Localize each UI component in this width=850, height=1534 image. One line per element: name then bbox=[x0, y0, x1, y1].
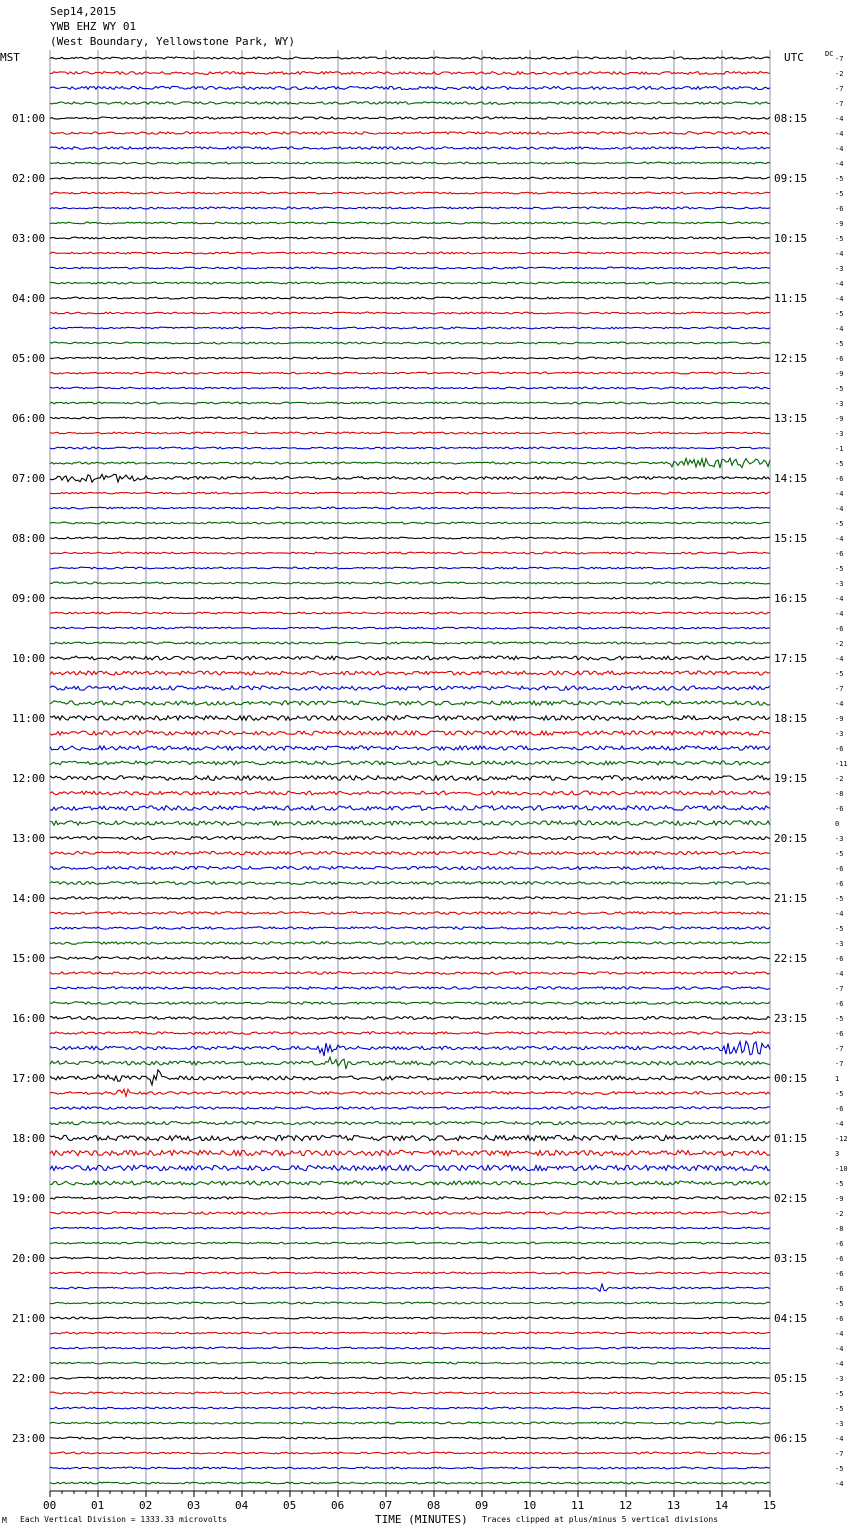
trace-72 bbox=[50, 1135, 770, 1140]
dc-offset-label: -5 bbox=[835, 1015, 844, 1023]
trace-1 bbox=[50, 72, 770, 75]
utc-hour-label: 12:15 bbox=[774, 352, 808, 365]
dc-offset-label: -6 bbox=[835, 745, 844, 753]
dc-offset-label: -6 bbox=[835, 1240, 844, 1248]
trace-53 bbox=[50, 851, 770, 854]
trace-0 bbox=[50, 57, 770, 59]
dc-offset-label: -4 bbox=[835, 1360, 844, 1368]
dc-offset-label: -5 bbox=[835, 520, 844, 528]
dc-offset-label: -4 bbox=[835, 535, 844, 543]
dc-offset-label: -4 bbox=[835, 1480, 844, 1488]
trace-20 bbox=[50, 357, 770, 359]
trace-43 bbox=[50, 701, 770, 705]
dc-offset-label: -3 bbox=[835, 1420, 844, 1428]
trace-38 bbox=[50, 627, 770, 629]
trace-36 bbox=[50, 597, 770, 599]
utc-hour-label: 02:15 bbox=[774, 1192, 808, 1205]
utc-hour-label: 10:15 bbox=[774, 232, 808, 245]
trace-62 bbox=[50, 987, 770, 990]
x-tick-label: 08 bbox=[427, 1499, 441, 1512]
trace-6 bbox=[50, 147, 770, 150]
mst-hour-label: 21:00 bbox=[12, 1312, 46, 1325]
trace-67 bbox=[50, 1057, 770, 1069]
x-tick-label: 05 bbox=[283, 1499, 297, 1512]
utc-hour-label: 00:15 bbox=[774, 1072, 808, 1085]
dc-offset-label: -6 bbox=[835, 1285, 844, 1293]
trace-34 bbox=[50, 567, 770, 569]
dc-offset-label: -6 bbox=[835, 1000, 844, 1008]
utc-hour-label: 20:15 bbox=[774, 832, 808, 845]
utc-hour-label: 15:15 bbox=[774, 532, 808, 545]
dc-offset-label: -9 bbox=[835, 370, 844, 378]
utc-hour-label: 01:15 bbox=[774, 1132, 808, 1145]
dc-offset-label: -4 bbox=[835, 160, 844, 168]
x-tick-label: 13 bbox=[667, 1499, 681, 1512]
trace-19 bbox=[50, 342, 770, 344]
trace-25 bbox=[50, 432, 770, 434]
trace-61 bbox=[50, 972, 770, 975]
utc-hour-label: 14:15 bbox=[774, 472, 808, 485]
mst-hour-label: 01:00 bbox=[12, 112, 46, 125]
dc-offset-label: -5 bbox=[835, 1300, 844, 1308]
trace-16 bbox=[50, 297, 770, 299]
trace-27 bbox=[50, 458, 770, 468]
dc-offset-label: -5 bbox=[835, 190, 844, 198]
location-label: (West Boundary, Yellowstone Park, WY) bbox=[50, 35, 296, 48]
dc-offset-label: -6 bbox=[835, 1105, 844, 1113]
dc-offset-label: -4 bbox=[835, 1345, 844, 1353]
dc-offset-label: -4 bbox=[835, 295, 844, 303]
trace-23 bbox=[50, 402, 770, 404]
x-tick-label: 01 bbox=[91, 1499, 105, 1512]
trace-33 bbox=[50, 552, 770, 554]
dc-offset-label: -2 bbox=[835, 70, 844, 78]
trace-76 bbox=[50, 1197, 770, 1200]
trace-40 bbox=[50, 656, 770, 660]
trace-54 bbox=[50, 866, 770, 869]
dc-offset-label: 1 bbox=[835, 1075, 840, 1083]
trace-4 bbox=[50, 117, 770, 119]
trace-42 bbox=[50, 686, 770, 690]
trace-39 bbox=[50, 642, 770, 644]
trace-80 bbox=[50, 1257, 770, 1259]
utc-hour-label: 18:15 bbox=[774, 712, 808, 725]
dc-offset-label: -4 bbox=[835, 655, 844, 663]
dc-offset-label: -8 bbox=[835, 1225, 844, 1233]
x-axis-title: TIME (MINUTES) bbox=[375, 1513, 468, 1526]
dc-offset-label: -6 bbox=[835, 1270, 844, 1278]
trace-5 bbox=[50, 132, 770, 135]
trace-37 bbox=[50, 612, 770, 614]
dc-offset-label: -5 bbox=[835, 1180, 844, 1188]
mst-hour-label: 09:00 bbox=[12, 592, 46, 605]
utc-hour-label: 05:15 bbox=[774, 1372, 808, 1385]
trace-10 bbox=[50, 207, 770, 209]
trace-12 bbox=[50, 237, 770, 239]
dc-offset-label: -5 bbox=[835, 235, 844, 243]
dc-offset-label: -4 bbox=[835, 970, 844, 978]
utc-hour-label: 19:15 bbox=[774, 772, 808, 785]
dc-offset-label: -10 bbox=[835, 1165, 848, 1173]
trace-74 bbox=[50, 1165, 770, 1170]
trace-68 bbox=[50, 1070, 770, 1085]
mst-hour-label: 13:00 bbox=[12, 832, 46, 845]
dc-offset-label: -7 bbox=[835, 1450, 844, 1458]
trace-95 bbox=[50, 1482, 770, 1484]
dc-offset-label: -5 bbox=[835, 1465, 844, 1473]
dc-offset-label: -12 bbox=[835, 1135, 848, 1143]
trace-60 bbox=[50, 957, 770, 960]
trace-30 bbox=[50, 507, 770, 509]
x-tick-label: 00 bbox=[43, 1499, 57, 1512]
dc-offset-label: -7 bbox=[835, 985, 844, 993]
date-label: Sep14,2015 bbox=[50, 5, 117, 18]
trace-94 bbox=[50, 1467, 770, 1469]
mst-hour-label: 20:00 bbox=[12, 1252, 46, 1265]
dc-offset-label: -5 bbox=[835, 895, 844, 903]
utc-hour-label: 06:15 bbox=[774, 1432, 808, 1445]
dc-offset-label: -7 bbox=[835, 55, 844, 63]
trace-73 bbox=[50, 1150, 770, 1155]
mst-hour-label: 06:00 bbox=[12, 412, 46, 425]
dc-offset-label: -6 bbox=[835, 205, 844, 213]
mst-hour-label: 07:00 bbox=[12, 472, 46, 485]
mst-hour-label: 04:00 bbox=[12, 292, 46, 305]
mst-hour-label: 03:00 bbox=[12, 232, 46, 245]
dc-offset-label: -5 bbox=[835, 175, 844, 183]
utc-hour-label: 04:15 bbox=[774, 1312, 808, 1325]
x-tick-label: 15 bbox=[763, 1499, 777, 1512]
dc-offset-label: -5 bbox=[835, 1090, 844, 1098]
trace-56 bbox=[50, 897, 770, 900]
trace-70 bbox=[50, 1107, 770, 1110]
dc-offset-label: -4 bbox=[835, 490, 844, 498]
mst-hour-label: 10:00 bbox=[12, 652, 46, 665]
dc-offset-label: -5 bbox=[835, 565, 844, 573]
dc-offset-label: -2 bbox=[835, 640, 844, 648]
trace-90 bbox=[50, 1407, 770, 1409]
dc-offset-label: -6 bbox=[835, 1030, 844, 1038]
trace-9 bbox=[50, 192, 770, 194]
trace-45 bbox=[50, 731, 770, 735]
utc-hour-label: 13:15 bbox=[774, 412, 808, 425]
dc-offset-label: -3 bbox=[835, 835, 844, 843]
dc-offset-label: -4 bbox=[835, 145, 844, 153]
dc-offset-label: -9 bbox=[835, 415, 844, 423]
dc-offset-label: -6 bbox=[835, 1315, 844, 1323]
trace-32 bbox=[50, 537, 770, 539]
mst-hour-label: 17:00 bbox=[12, 1072, 46, 1085]
x-tick-label: 02 bbox=[139, 1499, 153, 1512]
dc-offset-label: -3 bbox=[835, 580, 844, 588]
x-tick-label: 14 bbox=[715, 1499, 729, 1512]
mst-hour-label: 02:00 bbox=[12, 172, 46, 185]
dc-offset-label: -9 bbox=[835, 220, 844, 228]
trace-8 bbox=[50, 177, 770, 179]
trace-85 bbox=[50, 1332, 770, 1334]
utc-label: UTC bbox=[784, 51, 804, 64]
x-tick-label: 12 bbox=[619, 1499, 633, 1512]
mst-hour-label: 18:00 bbox=[12, 1132, 46, 1145]
trace-51 bbox=[50, 821, 770, 825]
dc-offset-label: -7 bbox=[835, 1045, 844, 1053]
x-tick-label: 11 bbox=[571, 1499, 585, 1512]
utc-hour-label: 22:15 bbox=[774, 952, 808, 965]
x-tick-label: 09 bbox=[475, 1499, 489, 1512]
dc-offset-label: -3 bbox=[835, 940, 844, 948]
dc-offset-label: -3 bbox=[835, 1375, 844, 1383]
dc-offset-label: -9 bbox=[835, 715, 844, 723]
trace-77 bbox=[50, 1212, 770, 1215]
utc-hour-label: 11:15 bbox=[774, 292, 808, 305]
trace-44 bbox=[50, 716, 770, 721]
trace-group bbox=[50, 57, 770, 1484]
dc-offset-label: -5 bbox=[835, 925, 844, 933]
trace-26 bbox=[50, 447, 770, 449]
trace-78 bbox=[50, 1227, 770, 1229]
trace-13 bbox=[50, 252, 770, 254]
trace-75 bbox=[50, 1181, 770, 1185]
dc-offset-label: -4 bbox=[835, 1120, 844, 1128]
dc-offset-label: -6 bbox=[835, 955, 844, 963]
dc-offset-label: -5 bbox=[835, 1390, 844, 1398]
dc-offset-label: -4 bbox=[835, 250, 844, 258]
trace-50 bbox=[50, 806, 770, 811]
trace-88 bbox=[50, 1377, 770, 1379]
trace-7 bbox=[50, 162, 770, 164]
dc-offset-label: -4 bbox=[835, 325, 844, 333]
dc-offset-label: -4 bbox=[835, 115, 844, 123]
trace-22 bbox=[50, 387, 770, 389]
utc-hour-label: 03:15 bbox=[774, 1252, 808, 1265]
trace-69 bbox=[50, 1089, 770, 1096]
dc-offset-label: -7 bbox=[835, 1060, 844, 1068]
dc-offset-label: -3 bbox=[835, 400, 844, 408]
trace-81 bbox=[50, 1272, 770, 1274]
trace-15 bbox=[50, 282, 770, 284]
mst-hour-label: 08:00 bbox=[12, 532, 46, 545]
trace-82 bbox=[50, 1284, 770, 1291]
trace-65 bbox=[50, 1032, 770, 1035]
scale-note: Each Vertical Division = 1333.33 microvolts bbox=[20, 1515, 228, 1524]
dc-offset-label: -2 bbox=[835, 1210, 844, 1218]
dc-offset-label: -5 bbox=[835, 460, 844, 468]
dc-offset-label: 0 bbox=[835, 820, 840, 828]
trace-47 bbox=[50, 761, 770, 765]
trace-79 bbox=[50, 1242, 770, 1244]
clip-note: Traces clipped at plus/minus 5 vertical divisions bbox=[482, 1515, 719, 1524]
trace-28 bbox=[50, 474, 770, 482]
footer-mark: M bbox=[2, 1516, 7, 1525]
trace-63 bbox=[50, 1002, 770, 1005]
utc-hour-label: 16:15 bbox=[774, 592, 808, 605]
mst-hour-label: 05:00 bbox=[12, 352, 46, 365]
trace-49 bbox=[50, 791, 770, 795]
trace-66 bbox=[50, 1041, 770, 1056]
trace-91 bbox=[50, 1422, 770, 1424]
x-tick-label: 03 bbox=[187, 1499, 201, 1512]
trace-86 bbox=[50, 1347, 770, 1349]
dc-offset-label: -5 bbox=[835, 670, 844, 678]
dc-offset-label: -6 bbox=[835, 475, 844, 483]
dc-offset-label: -5 bbox=[835, 310, 844, 318]
trace-71 bbox=[50, 1121, 770, 1124]
mst-hour-label: 15:00 bbox=[12, 952, 46, 965]
dc-offset-label: -7 bbox=[835, 685, 844, 693]
mst-hour-label: 16:00 bbox=[12, 1012, 46, 1025]
dc-label: DC bbox=[825, 50, 834, 58]
dc-offset-label: -5 bbox=[835, 385, 844, 393]
dc-offset-label: -6 bbox=[835, 355, 844, 363]
dc-offset-label: -8 bbox=[835, 790, 844, 798]
trace-14 bbox=[50, 267, 770, 269]
trace-64 bbox=[50, 1017, 770, 1020]
x-tick-label: 04 bbox=[235, 1499, 249, 1512]
trace-84 bbox=[50, 1317, 770, 1319]
dc-offset-label: -7 bbox=[835, 100, 844, 108]
dc-offset-label: 3 bbox=[835, 1150, 840, 1158]
trace-24 bbox=[50, 417, 770, 419]
dc-offset-label: -5 bbox=[835, 850, 844, 858]
trace-35 bbox=[50, 582, 770, 584]
mst-label: MST bbox=[0, 51, 20, 64]
x-tick-label: 07 bbox=[379, 1499, 393, 1512]
trace-11 bbox=[50, 222, 770, 224]
utc-hour-label: 09:15 bbox=[774, 172, 808, 185]
trace-2 bbox=[50, 86, 770, 89]
dc-offset-label: -6 bbox=[835, 550, 844, 558]
dc-offset-label: -4 bbox=[835, 910, 844, 918]
trace-89 bbox=[50, 1392, 770, 1394]
trace-17 bbox=[50, 312, 770, 314]
dc-offset-label: -3 bbox=[835, 730, 844, 738]
utc-hour-label: 23:15 bbox=[774, 1012, 808, 1025]
trace-59 bbox=[50, 942, 770, 945]
dc-offset-label: -5 bbox=[835, 1405, 844, 1413]
trace-3 bbox=[50, 102, 770, 105]
trace-46 bbox=[50, 746, 770, 750]
trace-18 bbox=[50, 327, 770, 329]
dc-offset-label: -6 bbox=[835, 625, 844, 633]
mst-hour-label: 11:00 bbox=[12, 712, 46, 725]
trace-57 bbox=[50, 912, 770, 915]
dc-offset-label: -1 bbox=[835, 445, 844, 453]
utc-hour-label: 17:15 bbox=[774, 652, 808, 665]
utc-hour-label: 21:15 bbox=[774, 892, 808, 905]
dc-offset-label: -6 bbox=[835, 805, 844, 813]
dc-offset-label: -11 bbox=[835, 760, 848, 768]
dc-offset-label: -4 bbox=[835, 1330, 844, 1338]
station-label: YWB EHZ WY 01 bbox=[50, 20, 137, 33]
trace-55 bbox=[50, 882, 770, 885]
dc-offset-label: -2 bbox=[835, 775, 844, 783]
mst-hour-label: 19:00 bbox=[12, 1192, 46, 1205]
dc-offset-label: -3 bbox=[835, 265, 844, 273]
mst-hour-label: 22:00 bbox=[12, 1372, 46, 1385]
trace-31 bbox=[50, 522, 770, 524]
dc-offset-label: -4 bbox=[835, 280, 844, 288]
mst-hour-label: 12:00 bbox=[12, 772, 46, 785]
dc-offset-label: -4 bbox=[835, 505, 844, 513]
dc-offset-label: -9 bbox=[835, 1195, 844, 1203]
dc-offset-label: -6 bbox=[835, 865, 844, 873]
trace-29 bbox=[50, 492, 770, 494]
trace-92 bbox=[50, 1437, 770, 1439]
trace-87 bbox=[50, 1362, 770, 1364]
trace-48 bbox=[50, 776, 770, 781]
dc-offset-label: -4 bbox=[835, 130, 844, 138]
x-tick-label: 06 bbox=[331, 1499, 345, 1512]
dc-offset-label: -7 bbox=[835, 85, 844, 93]
dc-offset-label: -4 bbox=[835, 610, 844, 618]
trace-58 bbox=[50, 927, 770, 930]
mst-hour-label: 23:00 bbox=[12, 1432, 46, 1445]
trace-93 bbox=[50, 1452, 770, 1454]
dc-offset-label: -4 bbox=[835, 700, 844, 708]
trace-52 bbox=[50, 836, 770, 839]
dc-offset-label: -5 bbox=[835, 340, 844, 348]
utc-hour-label: 08:15 bbox=[774, 112, 808, 125]
trace-21 bbox=[50, 372, 770, 374]
trace-41 bbox=[50, 671, 770, 675]
dc-offset-label: -4 bbox=[835, 1435, 844, 1443]
x-tick-label: 10 bbox=[523, 1499, 537, 1512]
dc-offset-label: -4 bbox=[835, 595, 844, 603]
mst-hour-label: 14:00 bbox=[12, 892, 46, 905]
trace-83 bbox=[50, 1302, 770, 1304]
dc-offset-label: -3 bbox=[835, 430, 844, 438]
dc-offset-label: -6 bbox=[835, 1255, 844, 1263]
dc-offset-label: -6 bbox=[835, 880, 844, 888]
